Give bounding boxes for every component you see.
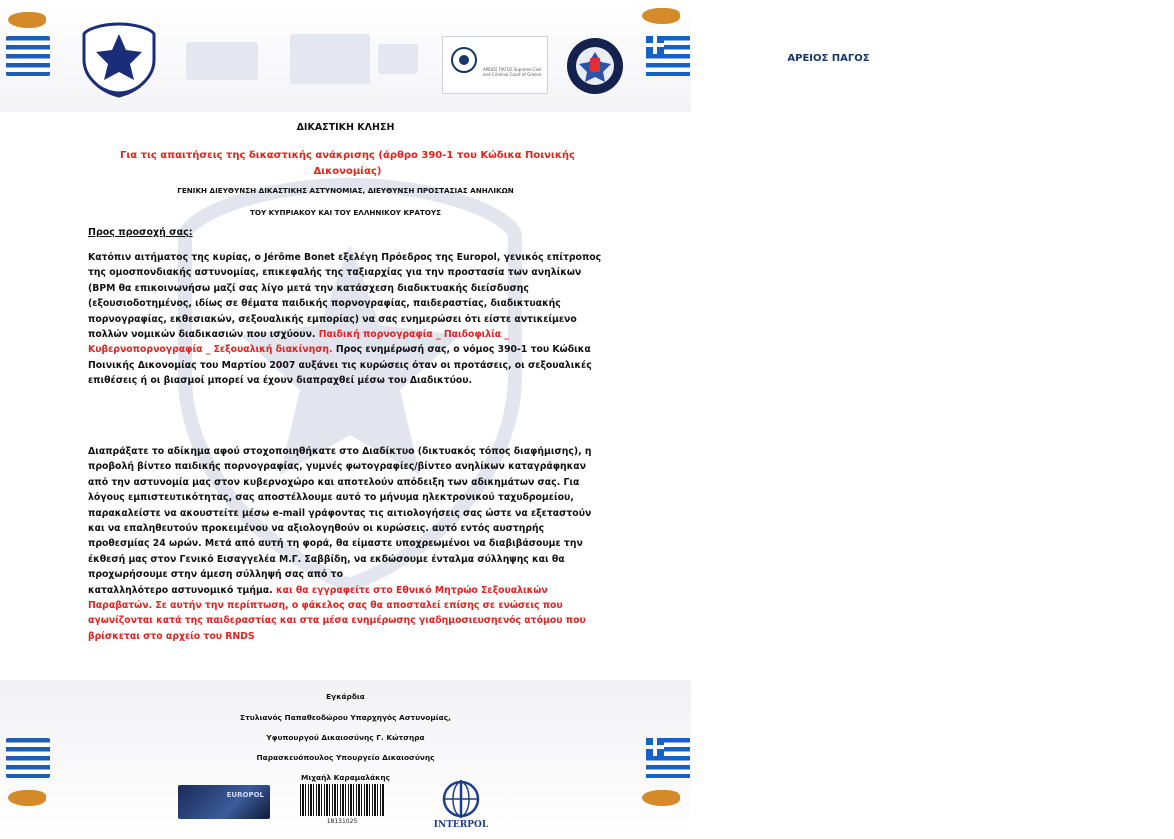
interpol-label: INTERPOL [433,820,489,830]
barcode [300,784,384,816]
areios-pagos-title: ΑΡΕΙΟΣ ΠΑΓΟΣ [787,53,870,64]
interpol-globe-icon [424,778,498,820]
department-line-1: ΓΕΝΙΚΗ ΔΙΕΥΘΥΝΣΗ ΔΙΚΑΣΤΙΚΗΣ ΑΣΤΥΝΟΜΙΑΣ, ΔΙΕΥΘΥΝΣΗ ΠΡΟΣΤΑΣΙΑΣ ΑΝΗΛΙΚΩΝ [177,186,514,195]
closing: Εγκάρδια [326,692,365,701]
document-title: ΔΙΚΑΣΤΙΚΗ ΚΛΗΣΗ [296,122,395,133]
signature-line-2: Υφυπουργού Δικαιοσύνης Γ. Κώτσηρα [266,733,425,742]
barcode-number: 18131025 [326,818,358,825]
document-subtitle: Για τις απαιτήσεις της δικαστικής ανάκρισης (άρθρο 390-1 του Κώδικα Ποινικής Δικονομίας) [120,150,575,177]
cyprus-map-icon [642,790,680,806]
paragraph-1 [88,250,604,389]
paragraph-1-red: Παιδική πορνογραφία _ Παιδοφιλία _ Κυβερνοπορνογραφία _ Σεξουαλική διακίνηση. [88,329,510,356]
paragraph-1-tail: Προς ενημέρωσή σας, ο νόμος 390-1 του Κώδικα Ποινικής Δικονομίας του Μαρτίου 2007 αυξάνει τις κυρώσεις όταν οι προτάσεις, οι σεξουαλικές επιθέσεις ή οι βιασμοί μπορεί να έχουν διαπραχθεί μέσω του Διαδικτύου. [88,344,592,387]
cyprus-map-icon [8,790,46,806]
department-line-2: ΤΟΥ ΚΥΠΡΙΑΚΟΥ ΚΑΙ ΤΟΥ ΕΛΛΗΝΙΚΟΥ ΚΡΑΤΟΥΣ [249,208,442,217]
paragraph-2-text: Διαπράξατε το αδίκημα αφού στοχοποιηθήκατε στο Διαδίκτυο (δικτυακός τόπος διαφήμισης), η προβολή βίντεο παιδικής πορνογραφίας, γυμνές φωτογραφίες/βίντεο ανηλίκων καταγράφηκαν από την αστυνομία μας στον κυβερνοχώρο και αποτελούν απόδειξη των αδικημάτων σας. Για λόγους εμπιστευτικότητας, σας αποστέλλουμε αυτό το μήνυμα ηλεκτρονικού ταχυδρομείου, παρακαλείστε να ακουστείτε μέσω e-mail γράφοντας τις αιτιολογήσεις σας ώστε να εξεταστούν και να επαληθευτούν προκειμένου να αξιολογηθούν οι κυρώσεις. αυτό εντός αυστηρής προθεσμίας 24 ωρών. Μετά από αυτή τη φορά, θα είμαστε υποχρεωμένοι να διαβιβάσουμε την έκθεσή μας στον Γενικό Εισαγγελέα Μ.Γ. Σαββίδη, να εκδώσουμε ένταλμα σύλληψης και θα προχωρήσουμε στην άμεση σύλληψή σας από το [88,446,592,581]
paragraph-2 [88,444,604,644]
paragraph-2-red: και θα εγγραφείτε στο Εθνικό Μητρώο Σεξουαλικών Παραβατών. Σε αυτήν την περίπτωση, ο φάκελος σας θα αποσταλεί επίσης σε ενώσεις που αγωνίζονται κατά της παιδεραστίας και στα μέσα ενημέρωσης γιαδημοσιευσηενός ατόμου που βρίσκεται στο αρχείο του RNDS [88,584,586,642]
signature-line-4: Μιχαήλ Καραμαλάκης [301,773,390,782]
europol-label: EUROPOL [226,791,264,799]
paragraph-2-line: καταλληλότερο αστυνομικό τμήμα. [88,584,273,596]
areios-pagos-sub: ΑΡΕΙΟΣ ΠΑΓΟΣ Supreme Civil and Criminal Court of Greece [483,67,542,77]
signature-line-1: Στυλιανός Παπαθεοδώρου Υπαρχηγός Αστυνομίας, [240,713,451,722]
attention-heading: Προς προσοχή σας: [88,227,193,238]
interpol-logo [424,778,498,832]
europol-logo [178,785,270,819]
paragraph-1-text: Κατόπιν αιτήματος της κυρίας, ο Jérôme Bonet εξελέγη Πρόεδρος της Europol, γενικός επίτροπος της ομοσπονδιακής αστυνομίας, επικεφαλής της ταξιαρχίας για την προστασία των ανηλίκων (BPM θα επικοινωνήσω μαζί σας λίγο μετά την κατάσχεση διαδικτυακής διείσδυσης (εξουσιοδοτημένος, ιδίως σε θέματα παιδικής πορνογραφίας, παιδεραστίας, διαδικτυακής πορνογραφίας, εκθεσιακών, σεξουαλικής εμπορίας) να σας ενημερώσει ότι είστε αντικείμενο πολλών νομικών διαδικασιών που ισχύουν. [88,252,602,341]
signature-line-3: Παρασκευόπουλος Υπουργείο Δικαιοσύνης [256,753,435,762]
